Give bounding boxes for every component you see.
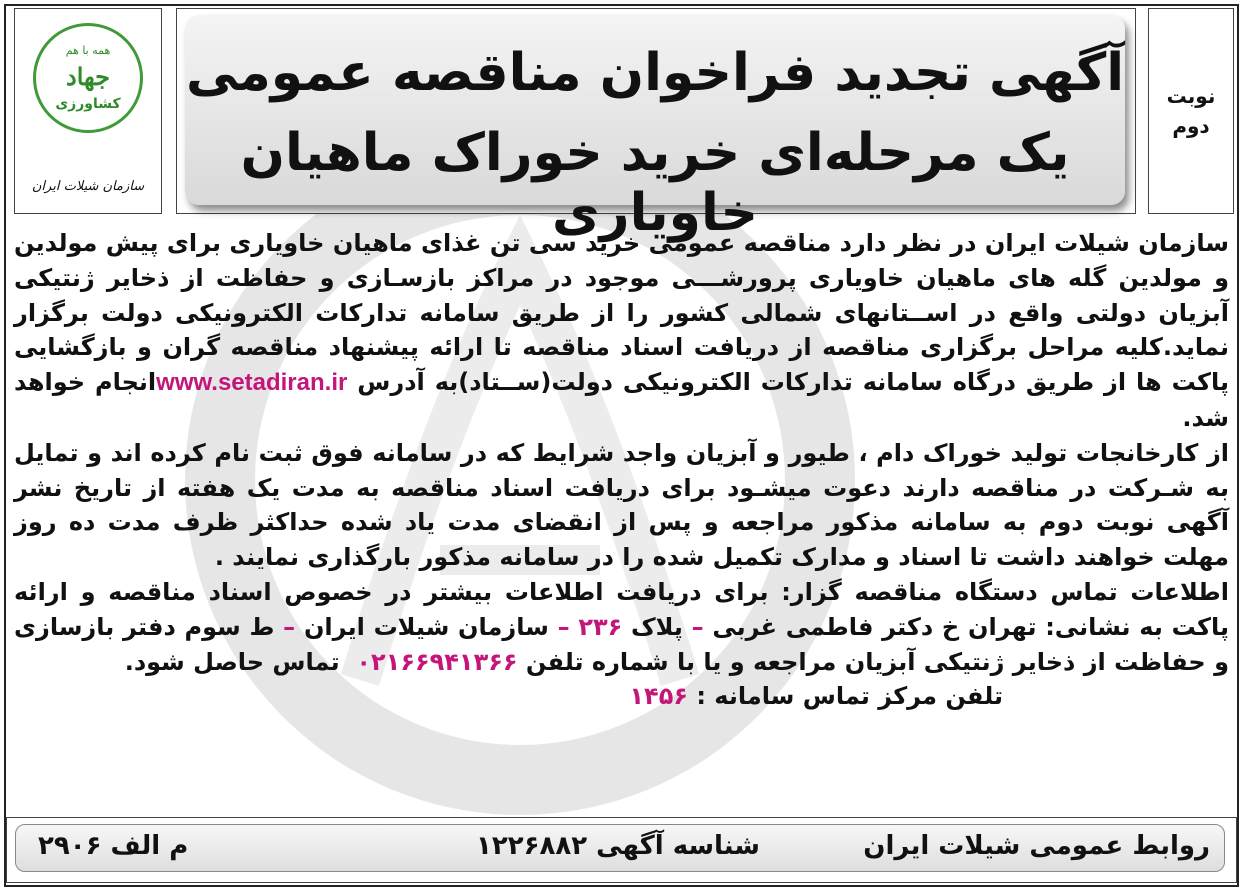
dash-separator: – bbox=[548, 612, 579, 641]
header bbox=[6, 6, 1237, 243]
phone-number: ۰۲۱۶۶۹۴۱۳۶۶ bbox=[356, 647, 518, 676]
contact-text-5: تماس حاصل شود. bbox=[124, 647, 340, 676]
paragraph-4 bbox=[14, 679, 1229, 714]
paragraph-2: از کارخانجات تولید خوراک دام ، طیور و آبزیان واجد شرایط که در سامانه فوق ثبت نام کرده اند و تمایل به شـرکت در مناقصه دارند دعوت میشـود برای دریافت اسناد مناقصه به مدت یک هفته از تاریخ نشر آگهی نوبت دوم به سامانه مذکور مراجعه و پس از انقضای مدت یاد شده حداکثر ظرف مدت ده روز مهلت خواهند داشت تا اسناد و مدارک تکمیل شده را در سامانه مذکور بارگذاری نمایند . bbox=[14, 438, 1229, 572]
call-center-label: تلفن مرکز تماس سامانه : bbox=[696, 682, 1003, 711]
paragraph-1-text: سازمان شیلات ایران در نظر دارد مناقصه عمومی خرید سی تن غذای ماهیان خاویاری برای پیش مولدین و مولدین گله های ماهیان خاویاری پرورشـــی موجود در مراکز بازسـازی و حفاظت از ذخایر ژنتیکی آبزیان دولتی واقع در اســتانهای شمالی کشور را از طریق سامانه تدارکات الکترونیکی دولت برگزار نماید.کلیه مراحل برگزاری مناقصه از دریافت اسناد مناقصه تا ارائه پیشنهاد مناقصه گران و بازگشایی پاکت ها از طریق درگاه سامانه تدارکات الکترونیکی دولت(ســتاد)به آدرس bbox=[14, 229, 1229, 397]
plaque-number: ۲۳۶ bbox=[578, 612, 623, 641]
contact-text-1: اطلاعات تماس دستگاه مناقصه گزار: برای دریافت اطلاعات بیشتر در خصوص اسناد مناقصه و ارائه پاکت به نشانی: تهران خ دکتر فاطمی غربی bbox=[14, 577, 1229, 641]
announcement-body bbox=[14, 226, 1229, 714]
round-badge bbox=[1148, 8, 1234, 214]
round-word-1: نوبت bbox=[1166, 84, 1216, 108]
contact-text-2: پلاک bbox=[631, 612, 683, 641]
page-title-line-2: یک مرحله‌ای خرید خوراک ماهیان خاویاری bbox=[240, 123, 1070, 243]
paragraph-3 bbox=[14, 575, 1229, 679]
footer bbox=[6, 817, 1237, 883]
dash-separator: – bbox=[274, 612, 304, 641]
footer-ref-code: م الف ۲۹۰۶ bbox=[38, 831, 189, 861]
round-word-2: دوم bbox=[1172, 114, 1210, 138]
logo-main-text: جهاد bbox=[66, 62, 110, 91]
page-title-line-1: آگهی تجدید فراخوان مناقصه عمومی bbox=[185, 43, 1125, 103]
dash-separator: – bbox=[682, 612, 713, 641]
logo-sub-text: کشاورزی bbox=[55, 96, 121, 112]
call-center-number: ۱۴۵۶ bbox=[629, 682, 688, 711]
contact-text-4: ط سوم دفتر بازسازی و حفاظت از ذخایر ژنتیکی آبزیان مراجعه و یا با شماره تلفن bbox=[14, 612, 1229, 676]
logo-emblem bbox=[33, 23, 143, 133]
contact-text-3: سازمان شیلات ایران bbox=[303, 612, 549, 641]
footer-publisher: روابط عمومی شیلات ایران bbox=[863, 831, 1210, 861]
title-panel bbox=[176, 8, 1136, 243]
website-link[interactable]: www.setadiran.ir bbox=[156, 369, 348, 397]
logo-box bbox=[14, 8, 162, 214]
title-card bbox=[185, 15, 1125, 243]
paragraph-1-end: انجام خواهد شد. bbox=[14, 368, 1229, 432]
paragraph-1 bbox=[14, 226, 1229, 436]
footer-ad-id: شناسه آگهی ۱۲۲۶۸۸۲ bbox=[476, 831, 760, 861]
logo-top-text: همه با هم bbox=[65, 44, 111, 57]
logo-org-text: سازمان شیلات ایران bbox=[31, 179, 145, 194]
footer-card bbox=[15, 824, 1225, 872]
